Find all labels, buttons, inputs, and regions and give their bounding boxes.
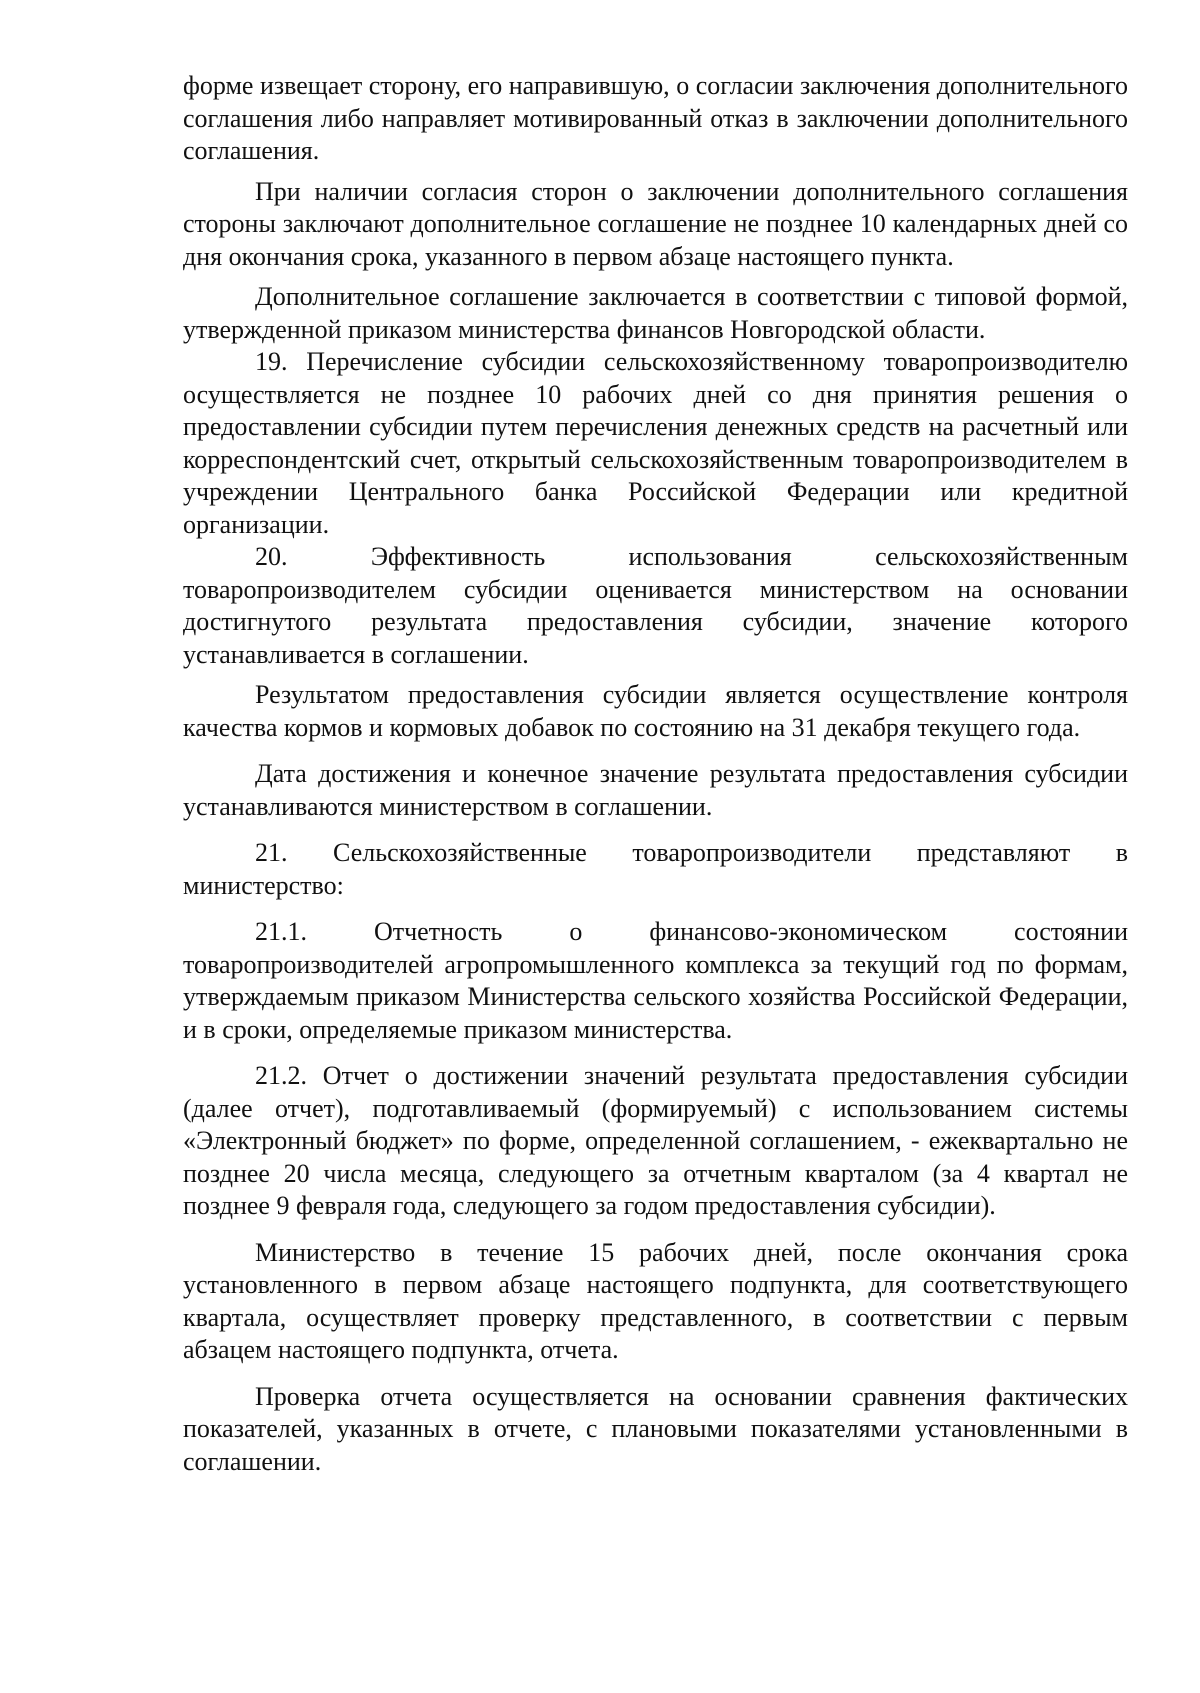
- paragraph-subsidy-result: Результатом предоставления субсидии является осуществление контроля качества кормов и кормовых добавок по состоянию на 31 декабря текущего года.: [183, 680, 1128, 742]
- paragraph-item-19: 19. Перечисление субсидии сельскохозяйственному товаропроизводителю осуществляется не позднее 10 рабочих дней со дня принятия решения о предоставлении субсидии путем перечисления денежных средств на расчетный или корреспондентский счет, открытый сельскохозяйственным товаропроизводителем в учреждении Центрального банка Российской Федерации или кредитной организации.: [183, 347, 1128, 539]
- paragraph-item-20: 20. Эффективность использования сельскохозяйственным товаропроизводителем субсидии оценивается министерством на основании достигнутого результата предоставления субсидии, значение которого устанавливается в соглашении.: [183, 542, 1128, 669]
- paragraph-ministry-check: Министерство в течение 15 рабочих дней, после окончания срока установленного в первом абзаце настоящего подпункта, для соответствующего квартала, осуществляет проверку представленного, в соответствии с первым абзацем настоящего подпункта, отчета.: [183, 1237, 1128, 1364]
- document-page: [183, 70, 1128, 1478]
- paragraph-item-21-1: 21.1. Отчетность о финансово-экономическом состоянии товаропроизводителей агропромышленного комплекса за текущий год по формам, утверждаемым приказом Министерства сельского хозяйства Российской Федерации, и в сроки, определяемые приказом министерства.: [183, 917, 1128, 1044]
- paragraph-result-date: Дата достижения и конечное значение результата предоставления субсидии устанавливаются министерством в соглашении.: [183, 759, 1128, 821]
- paragraph-item-21: 21. Сельскохозяйственные товаропроизводители представляют в министерство:: [183, 838, 1128, 900]
- paragraph-additional-agreement-response: форме извещает сторону, его направившую, о согласии заключения дополнительного соглашения либо направляет мотивированный отказ в заключении дополнительного соглашения.: [183, 71, 1128, 165]
- paragraph-report-verification: Проверка отчета осуществляется на основании сравнения фактических показателей, указанных в отчете, с плановыми показателями установленными в соглашении.: [183, 1381, 1128, 1476]
- paragraph-standard-form: Дополнительное соглашение заключается в соответствии с типовой формой, утвержденной приказом министерства финансов Новгородской области.: [183, 282, 1128, 344]
- paragraph-item-21-2: 21.2. Отчет о достижении значений результата предоставления субсидии (далее отчет), подготавливаемый (формируемый) с использованием системы «Электронный бюджет» по форме, определенной соглашением, - ежеквартально не позднее 20 числа месяца, следующего за отчетным кварталом (за 4 квартал не позднее 9 февраля года, следующего за годом предоставления субсидии).: [183, 1061, 1128, 1220]
- paragraph-agreement-conclusion: При наличии согласия сторон о заключении дополнительного соглашения стороны заключают дополнительное соглашение не позднее 10 календарных дней со дня окончания срока, указанного в первом абзаце настоящего пункта.: [183, 176, 1128, 271]
